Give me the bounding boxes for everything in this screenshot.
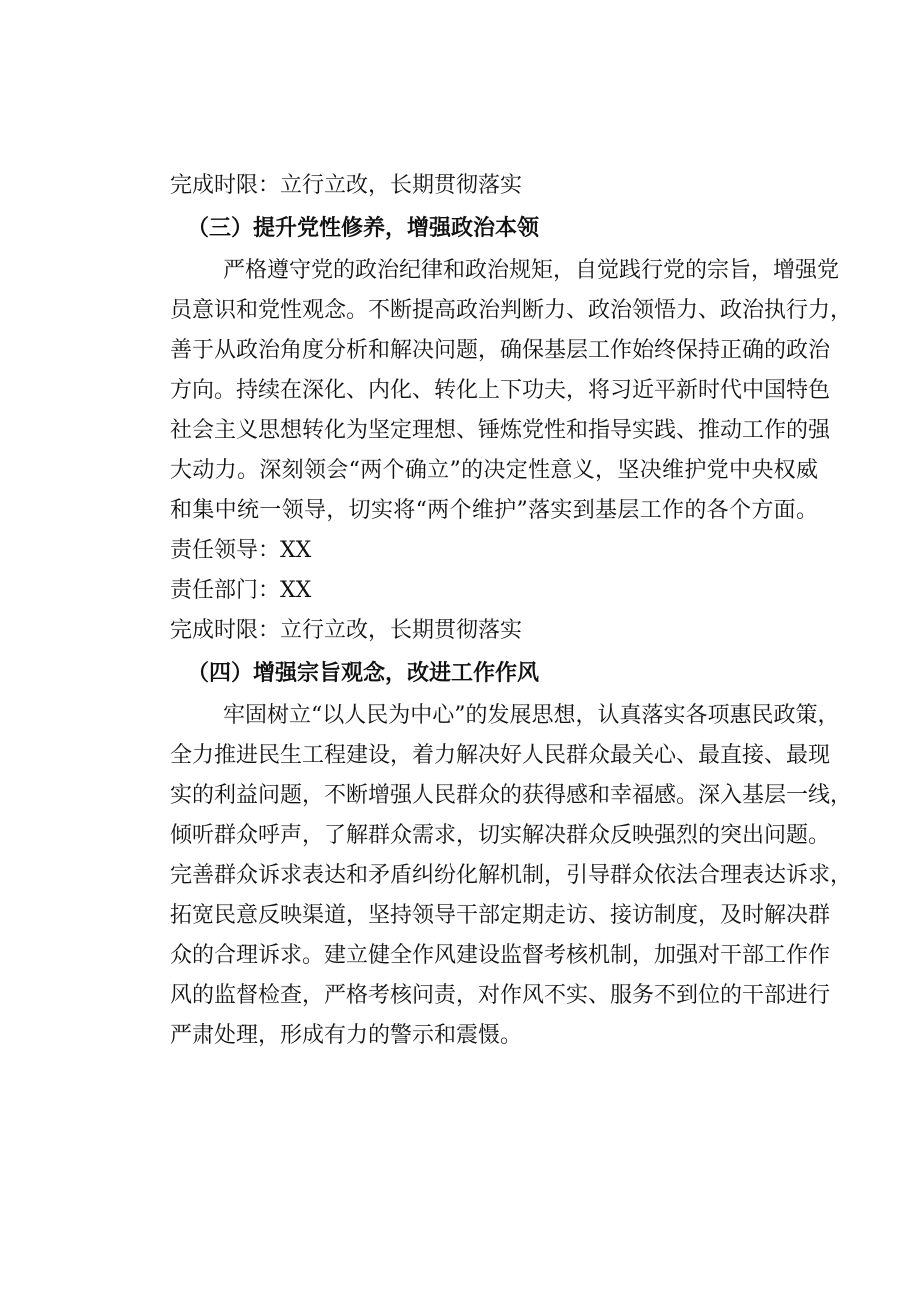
document-body xyxy=(170,166,853,1056)
paragraph-line: 众的合理诉求。建立健全作风建设监督考核机制，加强对干部工作作 xyxy=(170,943,831,968)
responsible-department-line xyxy=(170,571,818,611)
paragraph-work-style xyxy=(170,696,853,1056)
deadline-line-1 xyxy=(170,166,818,206)
paragraph-line: 全力推进民生工程建设，着力解决好人民群众最关心、最直接、最现 xyxy=(170,743,831,768)
section-heading-4: （四）增强宗旨观念，改进工作作风 xyxy=(187,660,540,686)
paragraph-line: 实的利益问题，不断增强人民群众的获得感和幸福感。深入基层一线， xyxy=(170,783,853,808)
responsible-department-label: 责任部门： xyxy=(170,578,281,603)
deadline-label: 完成时限： xyxy=(170,618,281,643)
paragraph-line: 大动力。深刻领会“两个确立”的决定性意义，坚决维护党中央权威 xyxy=(170,458,818,483)
paragraph-line: 牢固树立“以人民为中心”的发展思想，认真落实各项惠民政策， xyxy=(223,703,840,728)
paragraph-line: 倾听群众呼声，了解群众需求，切实解决群众反映强烈的突出问题。 xyxy=(170,823,831,848)
paragraph-line: 员意识和党性观念。不断提高政治判断力、政治领悟力、政治执行力， xyxy=(170,298,853,323)
responsible-department-value: XX xyxy=(280,578,312,603)
deadline-value: 立行立改，长期贯彻落实 xyxy=(280,173,523,198)
deadline-label: 完成时限： xyxy=(170,173,281,198)
paragraph-party-spirit xyxy=(170,251,853,531)
responsible-leader-label: 责任领导： xyxy=(170,538,281,563)
responsible-leader-value: XX xyxy=(280,538,312,563)
paragraph-line: 严格遵守党的政治纪律和政治规矩，自觉践行党的宗旨，增强党 xyxy=(223,258,840,283)
section-heading-3: （三）提升党性修养，增强政治本领 xyxy=(187,215,540,241)
paragraph-line: 社会主义思想转化为坚定理想、锤炼党性和指导实践、推动工作的强 xyxy=(170,418,831,443)
paragraph-line: 和集中统一领导，切实将“两个维护”落实到基层工作的各个方面。 xyxy=(170,498,818,523)
deadline-value: 立行立改，长期贯彻落实 xyxy=(280,618,523,643)
deadline-line-2 xyxy=(170,611,818,651)
paragraph-line: 风的监督检查，严格考核问责，对作风不实、服务不到位的干部进行 xyxy=(170,983,831,1008)
paragraph-line: 善于从政治角度分析和解决问题，确保基层工作始终保持正确的政治 xyxy=(170,338,831,363)
paragraph-line: 完善群众诉求表达和矛盾纠纷化解机制，引导群众依法合理表达诉求， xyxy=(170,863,853,888)
paragraph-line: 严肃处理，形成有力的警示和震慑。 xyxy=(170,1023,523,1048)
paragraph-line: 拓宽民意反映渠道，坚持领导干部定期走访、接访制度，及时解决群 xyxy=(170,903,831,928)
responsible-leader-line xyxy=(170,531,818,571)
paragraph-line: 方向。持续在深化、内化、转化上下功夫，将习近平新时代中国特色 xyxy=(170,378,831,403)
